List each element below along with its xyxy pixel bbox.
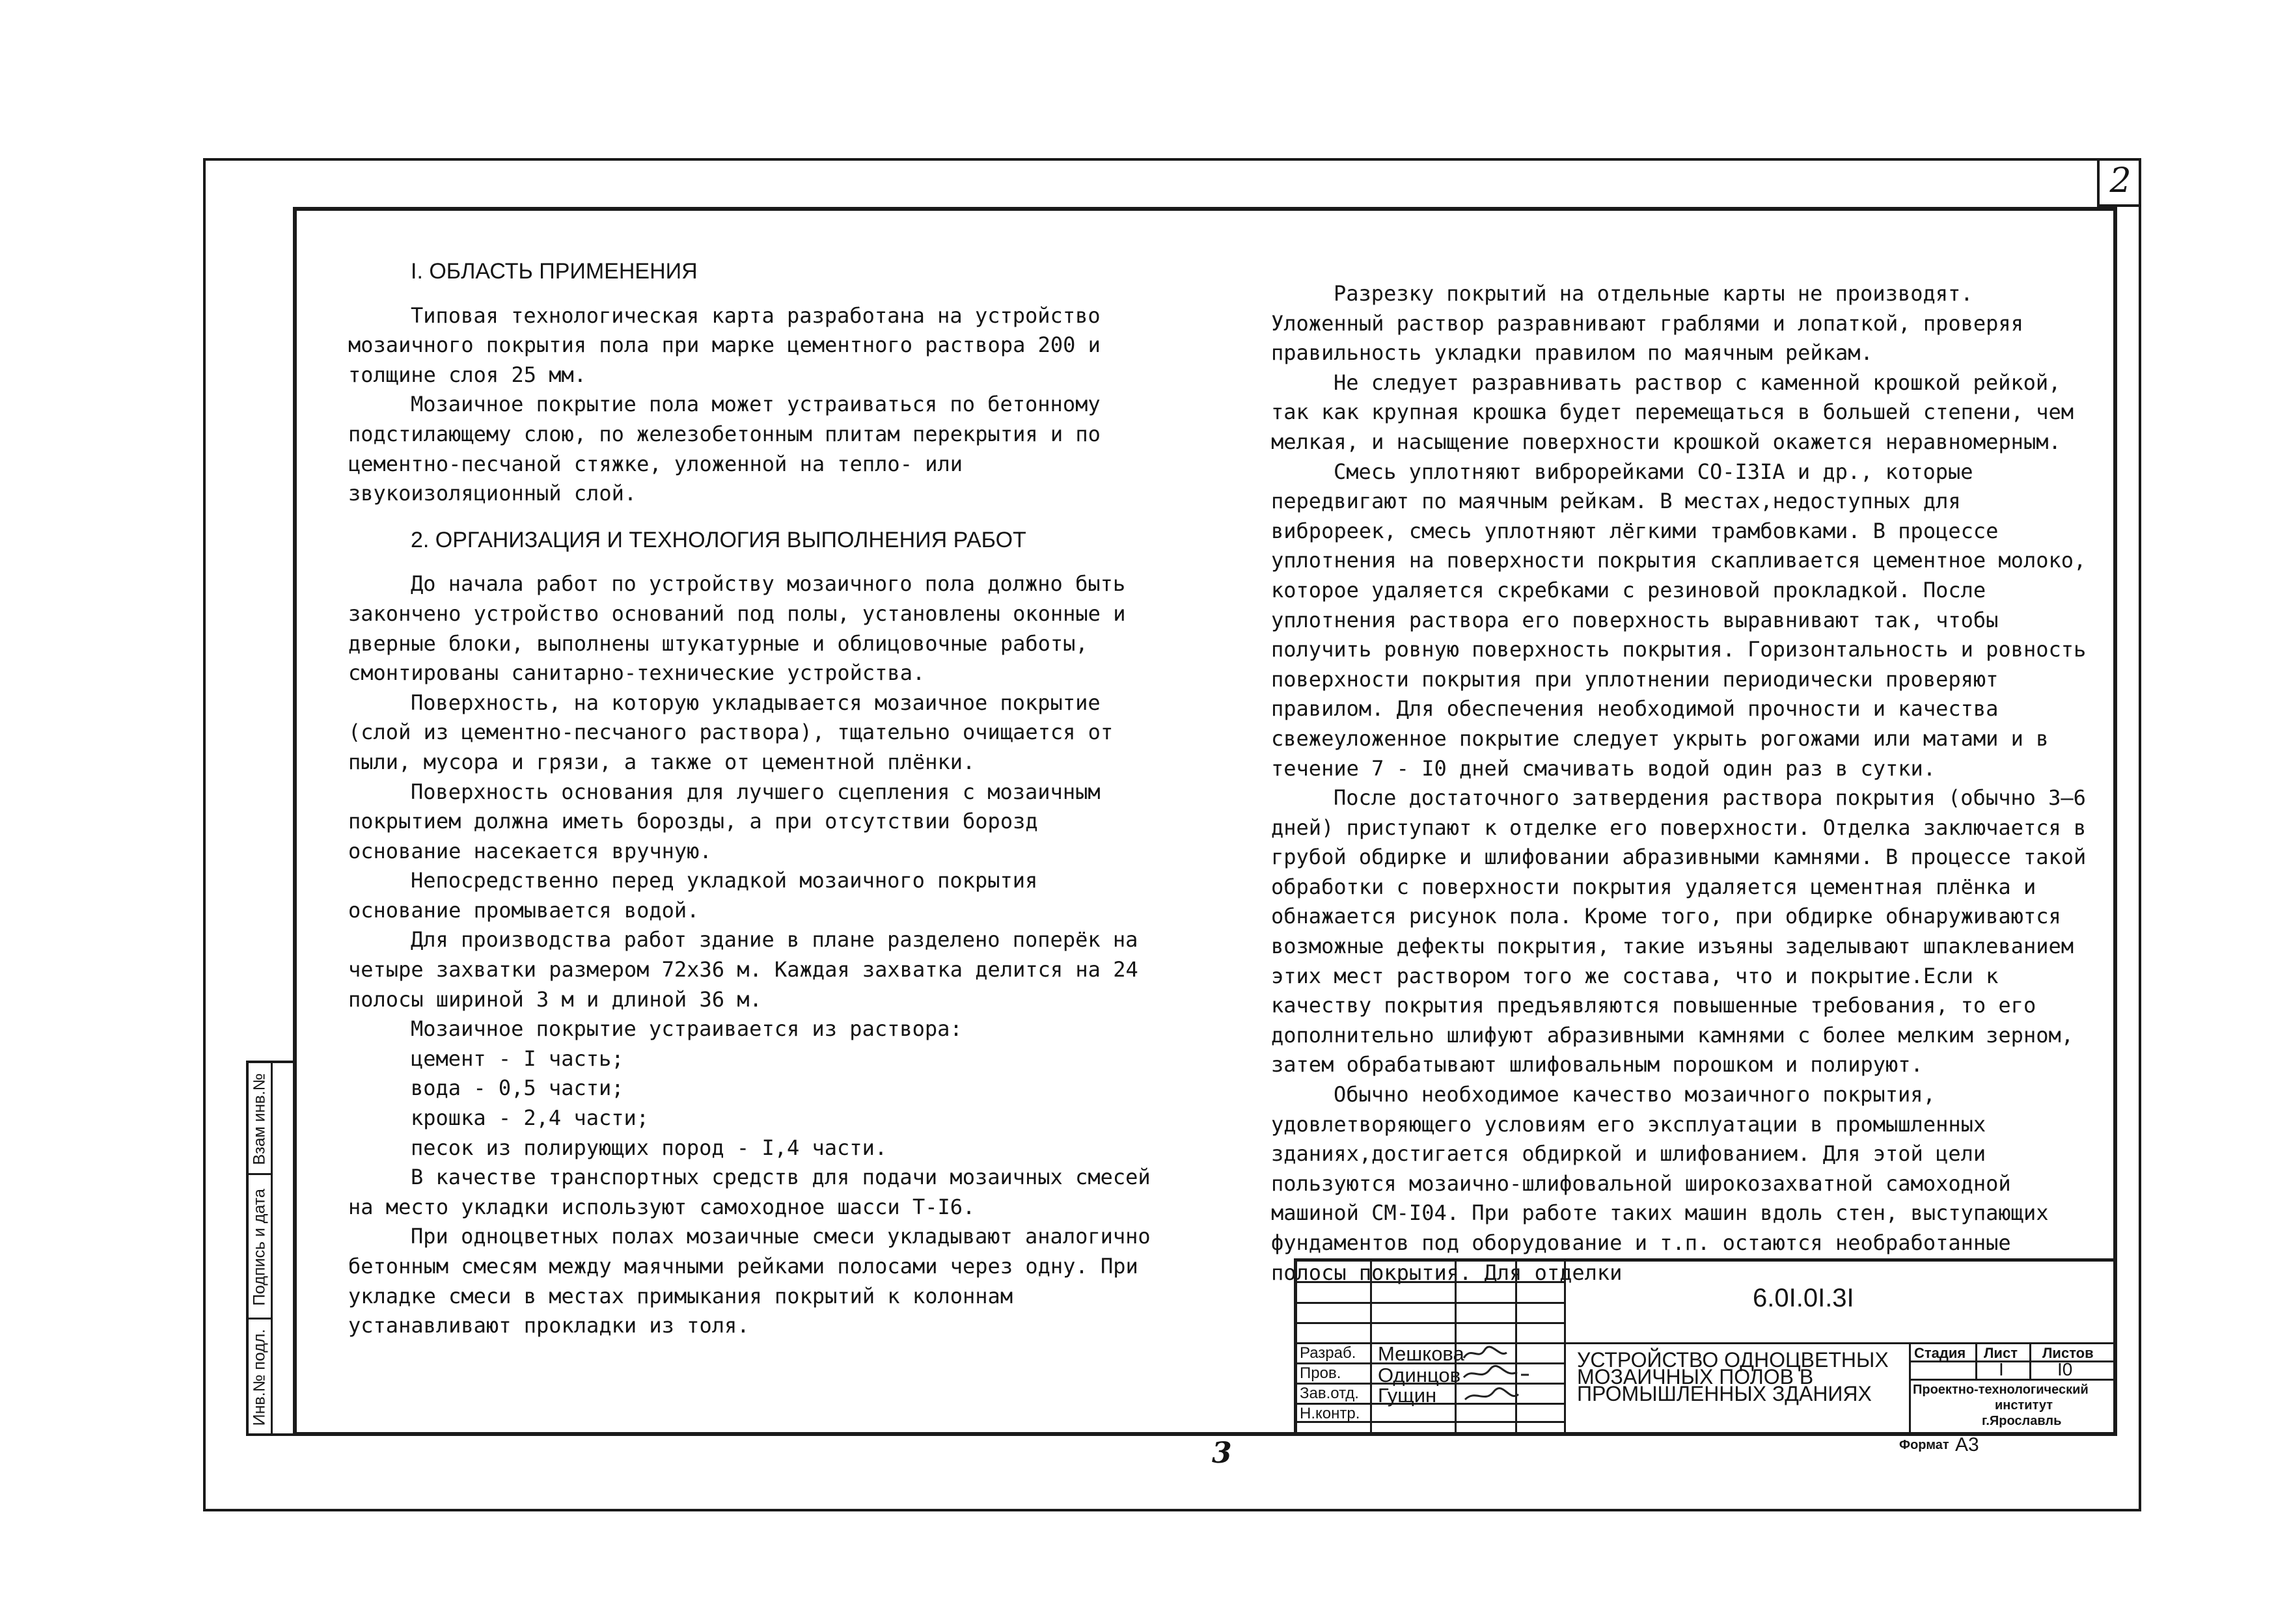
role-head: Зав.отд. — [1300, 1385, 1359, 1402]
replace-inv-label: Взам инв.№ — [250, 1073, 269, 1165]
list-item: песок из полирующих пород - I,4 части. — [411, 1135, 888, 1160]
sheets-label: Листов — [2042, 1345, 2094, 1361]
title-line-3: ПРОМЫШЛЕННЫХ ЗДАНИЯХ — [1577, 1382, 1872, 1405]
paragraph: Поверхность основания для лучшего сцепления с мозаичным покрытием должна иметь борозды, а при отсутствии борозд основание насекается вручную. — [348, 779, 1101, 863]
list-item: цемент - I часть; — [411, 1046, 624, 1071]
list-item: вода - 0,5 части; — [411, 1076, 624, 1101]
paragraph: После достаточного затвердения раствора покрытия (обычно 3—6 дней) приступают к отделке его поверхности. Отделка заключается в грубой обдирке и шлифовании абразивными камнями. В процессе такой обработки с поверхности покрытия удаляется цементная плёнка и обнажается рисунок пола. Кроме того, при обдирке обнаруживаются возможные дефекты покрытия, такие изъяны заделывают шпаклеванием этих мест раствором того же состава, что и покрытие.Если к качеству покрытия предъявляются повышенные требования, то его дополнительно шлифуют абразивными камнями с более мелким зерном, затем обрабатывают шлифовальным порошком и полируют. — [1271, 785, 2087, 1077]
sign-date-label: Подпись и дата — [250, 1189, 269, 1306]
signatures — [1459, 1344, 1563, 1420]
organization-line-1: Проектно-технологический — [1913, 1383, 2089, 1397]
title-line-1: УСТРОЙСТВО ОДНОЦВЕТНЫХ — [1577, 1348, 1889, 1372]
stage-label: Стадия — [1914, 1345, 1966, 1361]
paragraph: Для производства работ здание в плане разделено поперёк на четыре захватки размером 72х36 м. Каждая захватка делится на 24 полосы шириной 3 м и длиной 36 м. — [348, 927, 1138, 1012]
sheets-value: I0 — [2057, 1359, 2073, 1379]
paragraph: Непосредственно перед укладкой мозаичного покрытия основание промывается водой. — [348, 868, 1038, 923]
paragraph: До начала работ по устройству мозаичного пола должно быть закончено устройство оснований под полы, установлены оконные и дверные блоки, выполнены штукатурные и облицовочные работы, смонтированы санитарно-технические устройства. — [348, 571, 1126, 686]
format-label: Формат — [1899, 1438, 1949, 1452]
section-heading-1: I. ОБЛАСТЬ ПРИМЕНЕНИЯ — [411, 259, 698, 284]
paragraph: Разрезку покрытий на отдельные карты не производят. Уложенный раствор разравнивают граблями и лопаткой, проверяя правильность укладки правилом по маячным рейкам. — [1271, 281, 2023, 366]
format-value: А3 — [1955, 1434, 1979, 1455]
name-developer: Мешкова — [1378, 1342, 1464, 1365]
side-stamp — [246, 1061, 293, 1436]
organization-line-3: г.Ярославль — [1982, 1414, 2062, 1428]
paragraph: Не следует разравнивать раствор с каменной крошкой рейкой, так как крупная крошка будет перемещаться в большей степени, чем мелкая, и насыщение поверхности крошкой окажется неравномерным. — [1271, 370, 2074, 454]
paragraph: Типовая технологическая карта разработана на устройство мозаичного покрытия пола при марке цементного раствора 200 и толщине слоя 25 мм. — [348, 303, 1101, 387]
section-heading-2: 2. ОРГАНИЗАЦИЯ И ТЕХНОЛОГИЯ ВЫПОЛНЕНИЯ РАБОТ — [411, 527, 1026, 552]
list-item: крошка - 2,4 части; — [411, 1105, 650, 1131]
paragraph: Смесь уплотняют виброрейками СО-I3IА и др., которые передвигают по маячным рейкам. В местах,недоступных для виброреек, смесь уплотняют лёгкими трамбовками. В процессе уплотнения на поверхности покрытия скапливается цементное молоко, которое удаляется скребками с резиновой прокладкой. После уплотнения раствора его поверхность выравнивают так, чтобы получить ровную поверхность покрытия. Горизонтальность и ровность поверхности покрытия при уплотнении периодически проверяют правилом. Для обеспечения необходимой прочности и качества свежеуложенное покрытие следует укрыть рогожами или матами и в течение 7 - I0 дней смачивать водой один раз в сутки. — [1271, 459, 2087, 781]
right-column — [1271, 279, 2091, 1288]
left-column — [348, 257, 1158, 1341]
sheet-number: 2 — [2097, 158, 2141, 207]
name-checker: Одинцов — [1378, 1364, 1461, 1387]
paragraph: При одноцветных полах мозаичные смеси укладывают аналогично бетонным смесям между маячными рейками полосами через одну. При укладке смеси в местах примыкания покрытий к колоннам устанавливают прокладки из толя. — [348, 1224, 1151, 1338]
title-line-2: МОЗАИЧНЫХ ПОЛОВ В — [1577, 1365, 1814, 1388]
role-checker: Пров. — [1300, 1364, 1341, 1382]
organization-line-2: институт — [1995, 1398, 2053, 1413]
document-code: 6.0I.0I.3I — [1753, 1284, 1854, 1312]
paragraph: Обычно необходимое качество мозаичного покрытия, удовлетворяющего условиям его эксплуатации в промышленных зданиях,достигается обдиркой и шлифованием. Для этой цели пользуются мозаично-шлифовальной широкозахватной самоходной машиной СМ-I04. При работе таких машин вдоль стен, выступающих фундаментов под оборудование и т.п. остаются необработанные полосы покрытия. Для отделки — [1271, 1082, 2049, 1285]
sheet-label: Лист — [1984, 1345, 2018, 1361]
paragraph: Мозаичное покрытие пола может устраиваться по бетонному подстилающему слою, по железобетонным плитам перекрытия и по цементно-песчаной стяжке, уложенной на тепло- или звукоизоляционный слой. — [348, 392, 1101, 506]
paragraph: В качестве транспортных средств для подачи мозаичных смесей на место укладки используют самоходное шасси Т-I6. — [348, 1165, 1151, 1219]
page-number: 3 — [1212, 1437, 1232, 1470]
paragraph: Поверхность, на которую укладывается мозаичное покрытие (слой из цементно-песчаного раствора), тщательно очищается от пыли, мусора и грязи, а также от цементной плёнки. — [348, 690, 1114, 774]
sheet-value: I — [1999, 1359, 2004, 1379]
role-developer: Разраб. — [1300, 1344, 1356, 1362]
paragraph: Мозаичное покрытие устраивается из раствора: — [411, 1016, 963, 1042]
name-head: Гущин — [1378, 1384, 1437, 1407]
role-norm-control: Н.контр. — [1300, 1405, 1360, 1422]
inv-original-label: Инв.№ подл. — [250, 1329, 269, 1426]
title-block — [1294, 1258, 2117, 1436]
